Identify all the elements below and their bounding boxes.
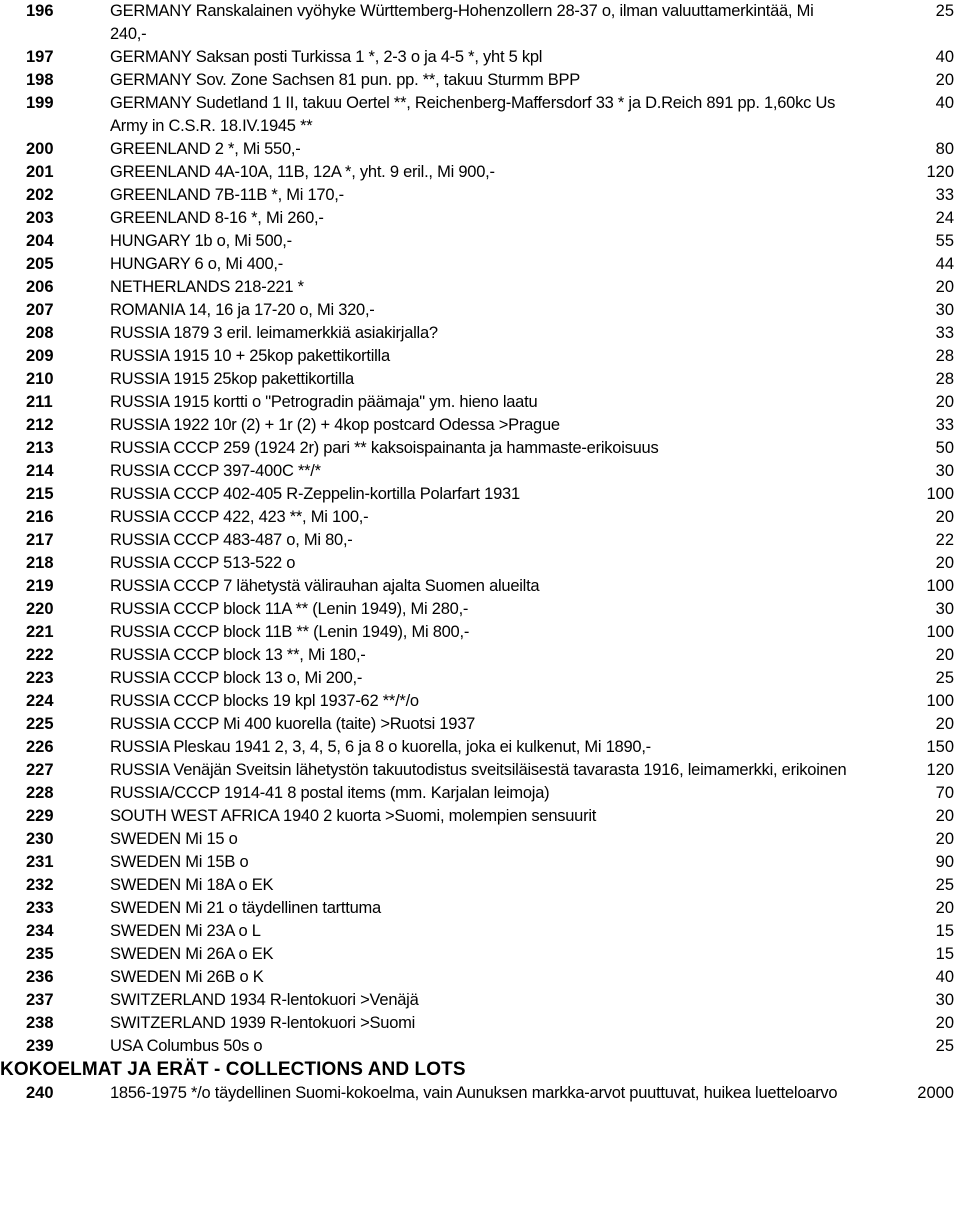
- lot-row: [0, 276, 960, 299]
- lot-price: 40: [935, 968, 954, 986]
- lot-description: RUSSIA 1922 10r (2) + 1r (2) + 4kop postcard Odessa >Prague: [110, 416, 560, 434]
- lot-row: [0, 437, 960, 460]
- lot-row: [0, 207, 960, 230]
- lot-description: SWEDEN Mi 21 o täydellinen tarttuma: [110, 899, 381, 917]
- lot-row: [0, 736, 960, 759]
- lot-number: 234: [26, 922, 54, 940]
- lot-price: 33: [935, 416, 954, 434]
- lot-description: RUSSIA CCCP 422, 423 **, Mi 100,-: [110, 508, 369, 526]
- lot-row: [0, 943, 960, 966]
- lot-description: GREENLAND 4A-10A, 11B, 12A *, yht. 9 eril., Mi 900,-: [110, 163, 495, 181]
- lot-number: 238: [26, 1014, 54, 1032]
- lot-price: 40: [935, 94, 954, 112]
- lot-description: GREENLAND 7B-11B *, Mi 170,-: [110, 186, 344, 204]
- lot-description: GERMANY Sudetland 1 II, takuu Oertel **, Reichenberg-Maffersdorf 33 * ja D.Reich 891 pp. 1,60kc Us Army in C.S.R. 18.IV.1945 **: [110, 94, 836, 135]
- lot-row: [0, 851, 960, 874]
- lot-price: 24: [935, 209, 954, 227]
- lot-number: 221: [26, 623, 54, 641]
- lot-number: 235: [26, 945, 54, 963]
- lot-price: 15: [935, 945, 954, 963]
- lot-description: SWEDEN Mi 26B o K: [110, 968, 264, 986]
- lot-number: 222: [26, 646, 54, 664]
- lot-number: 199: [26, 94, 54, 112]
- lot-price: 20: [935, 830, 954, 848]
- lot-row: [0, 368, 960, 391]
- lot-description: SWEDEN Mi 15B o: [110, 853, 249, 871]
- lot-row: [0, 759, 960, 782]
- lot-description: HUNGARY 1b o, Mi 500,-: [110, 232, 292, 250]
- lot-row: [0, 966, 960, 989]
- lot-row: [0, 782, 960, 805]
- lot-description: SWITZERLAND 1939 R-lentokuori >Suomi: [110, 1014, 416, 1032]
- lot-number: 230: [26, 830, 54, 848]
- lot-description: RUSSIA 1879 3 eril. leimamerkkiä asiakirjalla?: [110, 324, 438, 342]
- lot-row: [0, 667, 960, 690]
- lot-price: 20: [935, 393, 954, 411]
- lot-price: 30: [935, 991, 954, 1009]
- lot-price: 20: [935, 508, 954, 526]
- lot-price: 28: [935, 347, 954, 365]
- lot-price: 70: [935, 784, 954, 802]
- lot-number: 213: [26, 439, 54, 457]
- lot-description: SWEDEN Mi 15 o: [110, 830, 238, 848]
- lot-number: 214: [26, 462, 54, 480]
- lot-price: 20: [935, 807, 954, 825]
- lot-number: 205: [26, 255, 54, 273]
- lot-description: USA Columbus 50s o: [110, 1037, 263, 1055]
- lot-row: [0, 483, 960, 506]
- lot-number: 224: [26, 692, 54, 710]
- lot-number: 231: [26, 853, 54, 871]
- lot-row: [0, 874, 960, 897]
- lot-price: 100: [926, 577, 954, 595]
- lot-row: [0, 644, 960, 667]
- lot-number: 223: [26, 669, 54, 687]
- lot-price: 25: [935, 1037, 954, 1055]
- lot-row: [0, 575, 960, 598]
- lot-row: [0, 460, 960, 483]
- lot-description: SWEDEN Mi 23A o L: [110, 922, 261, 940]
- lot-row: [0, 253, 960, 276]
- lot-description: GERMANY Ranskalainen vyöhyke Württemberg-Hohenzollern 28-37 o, ilman valuuttamerkintää, Mi 240,-: [110, 2, 814, 43]
- lot-number: 212: [26, 416, 54, 434]
- lot-number: 218: [26, 554, 54, 572]
- section-lot-rows: [0, 1082, 960, 1105]
- lot-price: 20: [935, 899, 954, 917]
- lot-number: 233: [26, 899, 54, 917]
- lot-row: [0, 621, 960, 644]
- lot-row: [0, 897, 960, 920]
- lot-description: GREENLAND 2 *, Mi 550,-: [110, 140, 301, 158]
- lot-price: 20: [935, 1014, 954, 1032]
- lot-row: [0, 1012, 960, 1035]
- lot-row: [0, 598, 960, 621]
- lot-price: 20: [935, 554, 954, 572]
- lot-row: [0, 506, 960, 529]
- lot-row: [0, 46, 960, 69]
- lot-description: NETHERLANDS 218-221 *: [110, 278, 304, 296]
- lot-number: 201: [26, 163, 54, 181]
- lot-price: 22: [935, 531, 954, 549]
- lot-row: [0, 322, 960, 345]
- lot-price: 120: [926, 761, 954, 779]
- lot-description: RUSSIA CCCP 7 lähetystä välirauhan ajalta Suomen alueilta: [110, 577, 540, 595]
- lot-number: 226: [26, 738, 54, 756]
- lot-price: 25: [935, 669, 954, 687]
- lot-description: 1856-1975 */o täydellinen Suomi-kokoelma, vain Aunuksen markka-arvot puuttuvat, huikea luetteloarvo: [110, 1084, 838, 1102]
- lot-number: 208: [26, 324, 54, 342]
- lot-price: 100: [926, 485, 954, 503]
- lot-number: 229: [26, 807, 54, 825]
- lot-description: RUSSIA/CCCP 1914-41 8 postal items (mm. Karjalan leimoja): [110, 784, 550, 802]
- lot-price: 28: [935, 370, 954, 388]
- lot-price: 30: [935, 462, 954, 480]
- lot-number: 215: [26, 485, 54, 503]
- lot-number: 196: [26, 2, 54, 20]
- lot-description: HUNGARY 6 o, Mi 400,-: [110, 255, 283, 273]
- lot-price: 44: [935, 255, 954, 273]
- lot-description: GREENLAND 8-16 *, Mi 260,-: [110, 209, 324, 227]
- lot-number: 209: [26, 347, 54, 365]
- lot-number: 200: [26, 140, 54, 158]
- lot-number: 207: [26, 301, 54, 319]
- lot-row: [0, 414, 960, 437]
- lot-description: RUSSIA Venäjän Sveitsin lähetystön takuutodistus sveitsiläisestä tavarasta 1916, leimamerkki, erikoinen: [110, 761, 847, 779]
- lot-description: ROMANIA 14, 16 ja 17-20 o, Mi 320,-: [110, 301, 375, 319]
- lot-price: 50: [935, 439, 954, 457]
- lot-description: RUSSIA CCCP Mi 400 kuorella (taite) >Ruotsi 1937: [110, 715, 476, 733]
- lot-description: SOUTH WEST AFRICA 1940 2 kuorta >Suomi, molempien sensuurit: [110, 807, 597, 825]
- lot-description: RUSSIA CCCP 483-487 o, Mi 80,-: [110, 531, 353, 549]
- lot-number: 197: [26, 48, 54, 66]
- lot-description: SWEDEN Mi 18A o EK: [110, 876, 274, 894]
- lot-price: 33: [935, 186, 954, 204]
- lot-number: 239: [26, 1037, 54, 1055]
- lot-number: 217: [26, 531, 54, 549]
- lot-price: 40: [935, 48, 954, 66]
- lot-row: [0, 345, 960, 368]
- lot-price: 25: [935, 2, 954, 20]
- lot-row: [0, 184, 960, 207]
- lot-row: [0, 230, 960, 253]
- lot-price: 100: [926, 692, 954, 710]
- lot-price: 120: [926, 163, 954, 181]
- lot-row: [0, 989, 960, 1012]
- lot-description: RUSSIA 1915 25kop pakettikortilla: [110, 370, 354, 388]
- lot-description: SWITZERLAND 1934 R-lentokuori >Venäjä: [110, 991, 419, 1009]
- lot-number: 216: [26, 508, 54, 526]
- lot-description: RUSSIA CCCP block 11B ** (Lenin 1949), Mi 800,-: [110, 623, 470, 641]
- lot-number: 220: [26, 600, 54, 618]
- lot-price: 55: [935, 232, 954, 250]
- lot-row: [0, 552, 960, 575]
- lot-description: SWEDEN Mi 26A o EK: [110, 945, 274, 963]
- lot-number: 202: [26, 186, 54, 204]
- lot-row: [0, 1035, 960, 1058]
- lot-description: RUSSIA CCCP 259 (1924 2r) pari ** kaksoispainanta ja hammaste-erikoisuus: [110, 439, 659, 457]
- lot-number: 211: [26, 393, 53, 411]
- lot-description: RUSSIA 1915 kortti o "Petrogradin päämaja" ym. hieno laatu: [110, 393, 538, 411]
- lot-number: 232: [26, 876, 54, 894]
- lot-description: RUSSIA CCCP 402-405 R-Zeppelin-kortilla Polarfart 1931: [110, 485, 520, 503]
- lot-row: [0, 828, 960, 851]
- lot-number: 240: [26, 1084, 54, 1102]
- lot-description: RUSSIA CCCP 513-522 o: [110, 554, 296, 572]
- lot-number: 204: [26, 232, 54, 250]
- lot-description: RUSSIA Pleskau 1941 2, 3, 4, 5, 6 ja 8 o kuorella, joka ei kulkenut, Mi 1890,-: [110, 738, 651, 756]
- lot-description: RUSSIA CCCP block 11A ** (Lenin 1949), Mi 280,-: [110, 600, 469, 618]
- lot-price: 80: [935, 140, 954, 158]
- lot-row: [0, 805, 960, 828]
- lot-row: [0, 161, 960, 184]
- lot-row: [0, 690, 960, 713]
- lot-price: 150: [926, 738, 954, 756]
- lot-number: 219: [26, 577, 54, 595]
- lot-number: 225: [26, 715, 54, 733]
- lot-price: 100: [926, 623, 954, 641]
- section-heading: KOKOELMAT JA ERÄT - COLLECTIONS AND LOTS: [0, 1059, 466, 1080]
- lot-number: 198: [26, 71, 54, 89]
- lot-description: RUSSIA 1915 10 + 25kop pakettikortilla: [110, 347, 390, 365]
- lot-price: 33: [935, 324, 954, 342]
- lot-number: 236: [26, 968, 54, 986]
- lot-price: 20: [935, 715, 954, 733]
- lot-number: 228: [26, 784, 54, 802]
- lot-description: GERMANY Sov. Zone Sachsen 81 pun. pp. **, takuu Sturmm BPP: [110, 71, 581, 89]
- lot-row: [0, 0, 960, 46]
- lot-row: [0, 529, 960, 552]
- lot-price: 20: [935, 646, 954, 664]
- lot-row: [0, 713, 960, 736]
- lot-number: 237: [26, 991, 54, 1009]
- lot-description: RUSSIA CCCP 397-400C **/*: [110, 462, 321, 480]
- lot-number: 206: [26, 278, 54, 296]
- lot-price: 25: [935, 876, 954, 894]
- lot-price: 90: [935, 853, 954, 871]
- lot-description: GERMANY Saksan posti Turkissa 1 *, 2-3 o ja 4-5 *, yht 5 kpl: [110, 48, 543, 66]
- lot-row: [0, 69, 960, 92]
- lot-price: 20: [935, 278, 954, 296]
- lot-description: RUSSIA CCCP block 13 **, Mi 180,-: [110, 646, 366, 664]
- lot-row: [0, 1082, 960, 1105]
- lot-row: [0, 920, 960, 943]
- lot-price: 2000: [917, 1084, 954, 1102]
- lot-price: 30: [935, 301, 954, 319]
- lot-price: 20: [935, 71, 954, 89]
- lot-description: RUSSIA CCCP blocks 19 kpl 1937-62 **/*/o: [110, 692, 419, 710]
- lot-row: [0, 92, 960, 138]
- lot-price: 15: [935, 922, 954, 940]
- lot-row: [0, 138, 960, 161]
- lot-number: 210: [26, 370, 54, 388]
- lot-description: RUSSIA CCCP block 13 o, Mi 200,-: [110, 669, 363, 687]
- lot-row: [0, 391, 960, 414]
- lot-row: [0, 299, 960, 322]
- lot-price: 30: [935, 600, 954, 618]
- lot-number: 203: [26, 209, 54, 227]
- lot-number: 227: [26, 761, 54, 779]
